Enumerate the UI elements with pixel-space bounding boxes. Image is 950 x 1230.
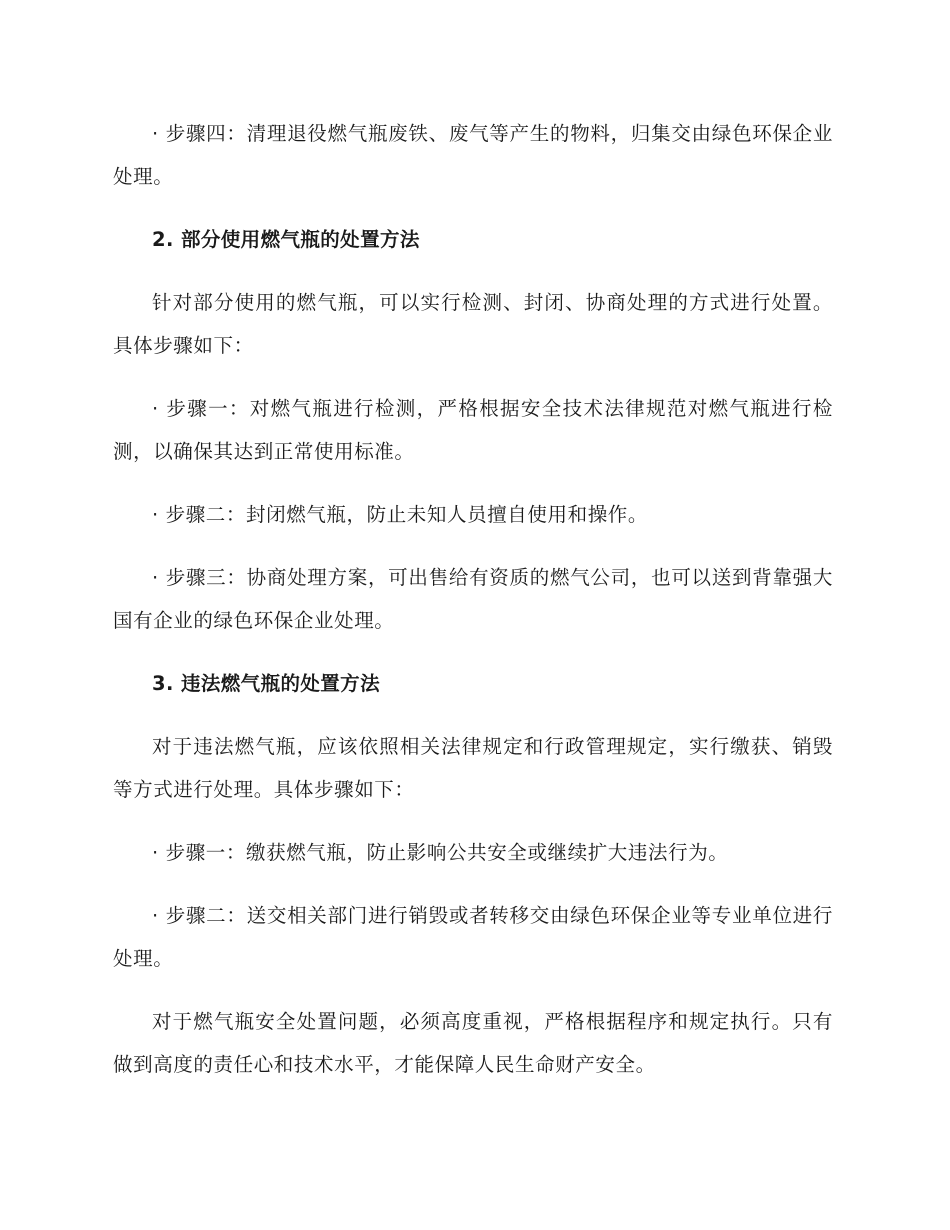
illegal-step-two: · 步骤二：送交相关部门进行销毁或者转移交由绿色环保企业等专业单位进行处理。	[113, 904, 833, 970]
partial-use-step-one: · 步骤一：对燃气瓶进行检测，严格根据安全技术法律规范对燃气瓶进行检测，以确保其达到正常使用标准。	[113, 397, 833, 463]
document-body	[113, 112, 833, 1106]
partial-use-step-three: · 步骤三：协商处理方案，可出售给有资质的燃气公司，也可以送到背靠强大国有企业的绿色环保企业处理。	[113, 566, 833, 632]
partial-use-step-two: · 步骤二：封闭燃气瓶，防止未知人员擅自使用和操作。	[152, 503, 648, 526]
section-heading-partial-use: 2. 部分使用燃气瓶的处置方法	[152, 228, 420, 251]
conclusion-paragraph: 对于燃气瓶安全处置问题，必须高度重视，严格根据程序和规定执行。只有做到高度的责任心和技术水平，才能保障人民生命财产安全。	[113, 1010, 833, 1076]
partial-use-intro-paragraph: 针对部分使用的燃气瓶，可以实行检测、封闭、协商处理的方式进行处置。具体步骤如下：	[113, 291, 833, 357]
illegal-intro-paragraph: 对于违法燃气瓶，应该依照相关法律规定和行政管理规定，实行缴获、销毁等方式进行处理。具体步骤如下：	[113, 735, 833, 801]
illegal-step-one: · 步骤一：缴获燃气瓶，防止影响公共安全或继续扩大违法行为。	[152, 841, 729, 864]
step-four-paragraph: · 步骤四：清理退役燃气瓶废铁、废气等产生的物料，归集交由绿色环保企业处理。	[113, 122, 833, 188]
section-heading-illegal: 3. 违法燃气瓶的处置方法	[152, 672, 380, 695]
